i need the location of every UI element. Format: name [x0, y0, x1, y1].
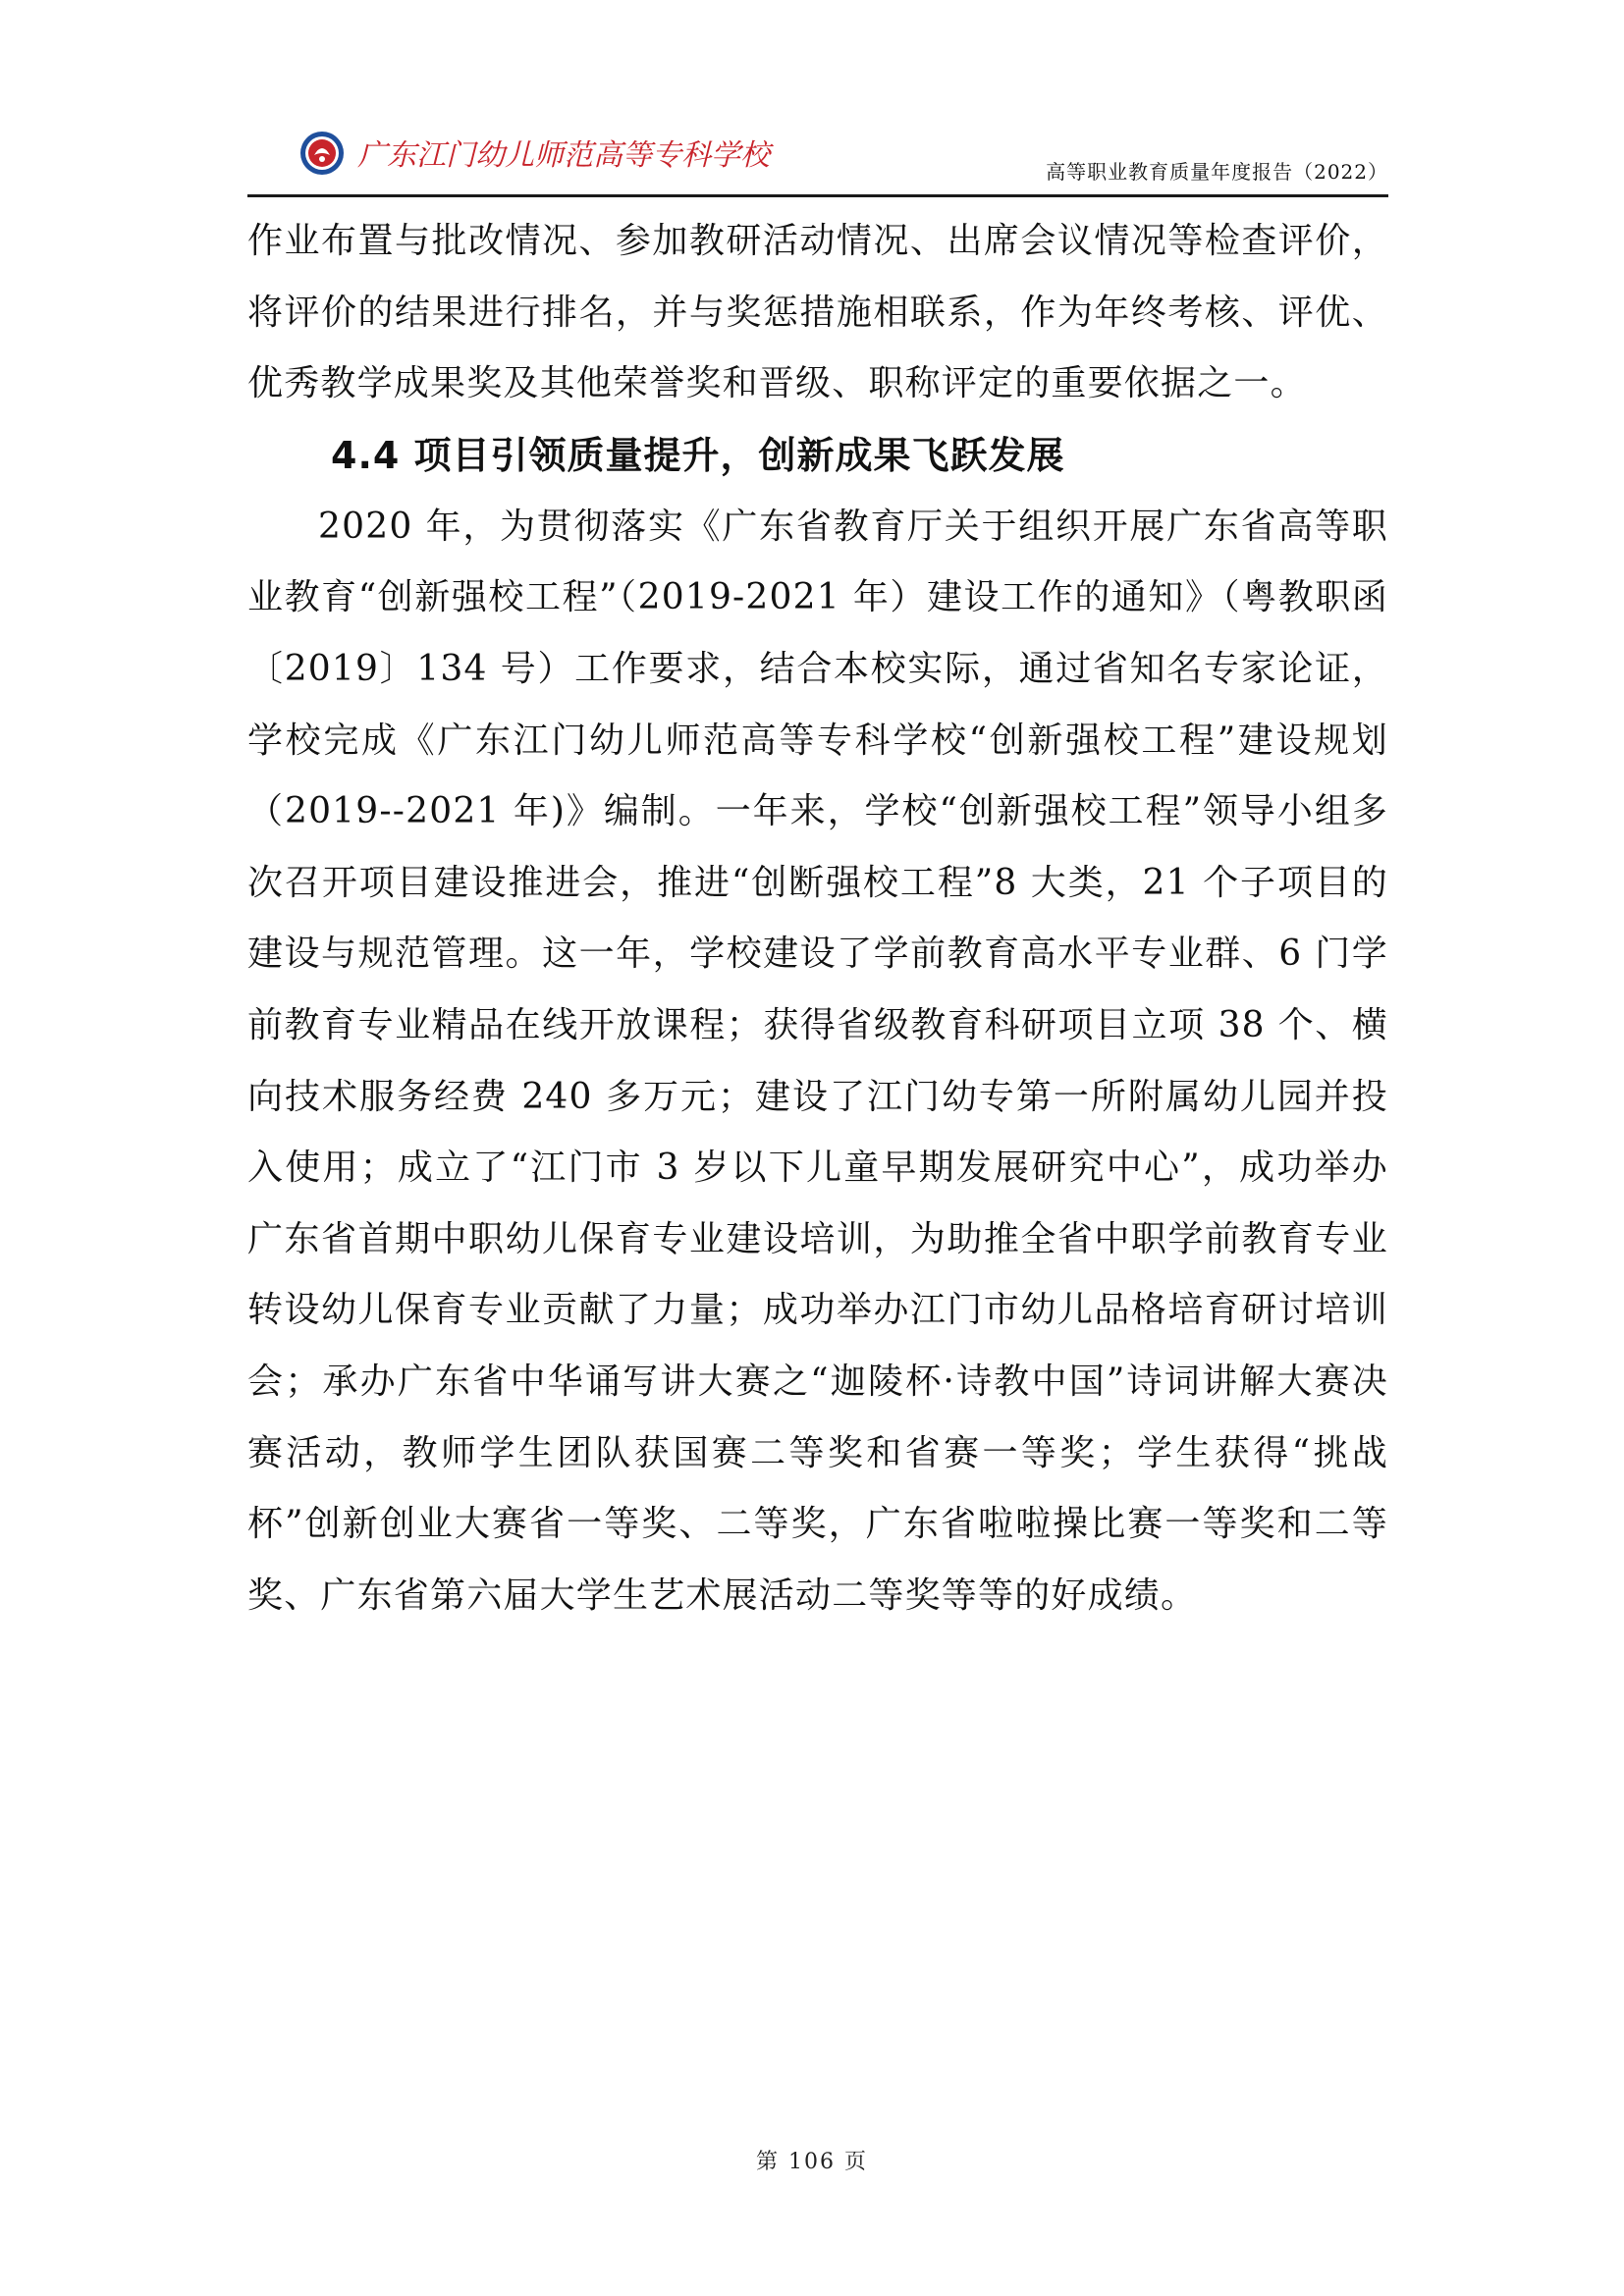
school-name-calligraphy: 广东江门幼儿师范高等专科学校	[357, 138, 770, 173]
section-heading: 4.4 项目引领质量提升，创新成果飞跃发展	[331, 433, 1065, 477]
page-header	[247, 116, 1388, 197]
school-logo	[297, 126, 787, 181]
document-body	[247, 206, 1388, 1631]
page-number: 第 106 页	[756, 2150, 868, 2174]
school-seal-icon	[297, 126, 787, 181]
paragraph-continued: 作业布置与批改情况、参加教研活动情况、出席会议情况等检查评价，将评价的结果进行排名，并与奖惩措施相联系，作为年终考核、评优、优秀教学成果奖及其他荣誉奖和晋级、职称评定的重要依据之一。	[247, 221, 1388, 404]
report-title: 高等职业教育质量年度报告（2022）	[1046, 160, 1388, 184]
paragraph-main: 2020 年，为贯彻落实《广东省教育厅关于组织开展广东省高等职业教育“创新强校工程”（2019-2021 年）建设工作的通知》（粤教职函〔2019〕134 号）工作要求，结合本校实际，通过省知名专家论证，学校完成《广东江门幼儿师范高等专科学校“创新强校工程”建设规划（2019--2021 年)》编制。一年来，学校“创新强校工程”领导小组多次召开项目建设推进会，推进“创断强校工程”8 大类，21 个子项目的建设与规范管理。这一年，学校建设了学前教育高水平专业群、6 门学前教育专业精品在线开放课程；获得省级教育科研项目立项 38 个、横向技术服务经费 240 多万元；建设了江门幼专第一所附属幼儿园并投入使用；成立了“江门市 3 岁以下儿童早期发展研究中心”，成功举办广东省首期中职幼儿保育专业建设培训，为助推全省中职学前教育专业转设幼儿保育专业贡献了力量；成功举办江门市幼儿品格培育研讨培训会；承办广东省中华诵写讲大赛之“迦陵杯·诗教中国”诗词讲解大赛决赛活动，教师学生团队获国赛二等奖和省赛一等奖；学生获得“挑战杯”创新创业大赛省一等奖、二等奖，广东省啦啦操比赛一等奖和二等奖、广东省第六届大学生艺术展活动二等奖等等的好成绩。	[247, 506, 1388, 1616]
